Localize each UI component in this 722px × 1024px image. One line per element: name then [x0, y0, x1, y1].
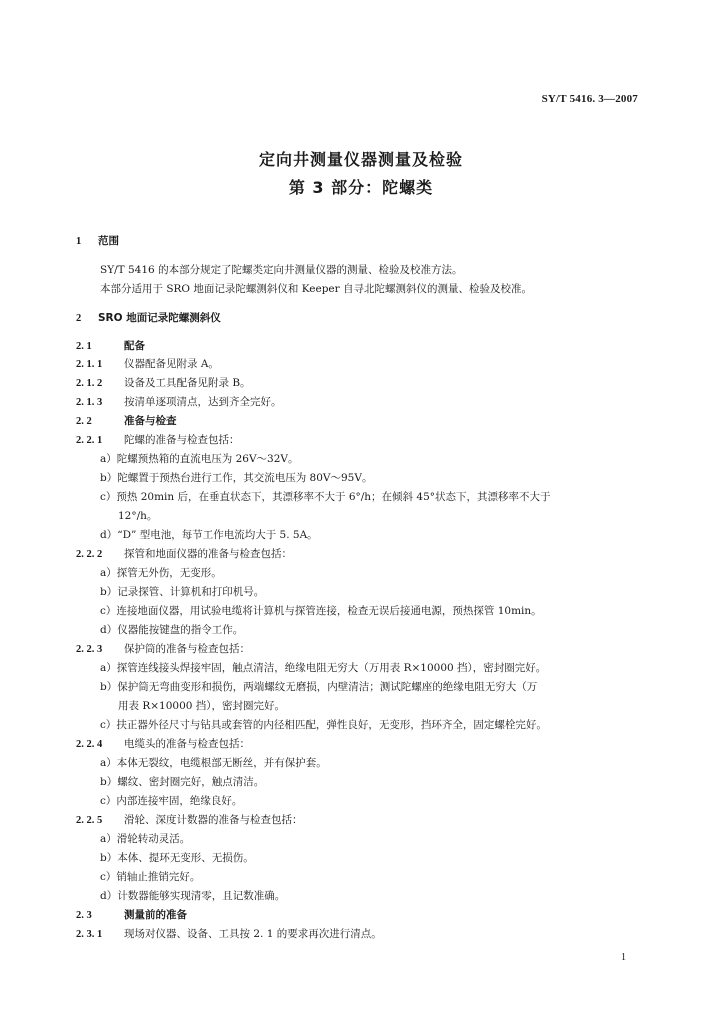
list-item: c）预热 20min 后，在垂直状态下，其漂移率不大于 6°/h；在倾斜 45°状态下，其漂移率不大于 — [100, 491, 551, 503]
list-item: a）本体无裂纹，电缆根部无断丝，并有保护套。 — [100, 757, 327, 769]
list-item: b）螺纹、密封圈完好，触点清洁。 — [100, 776, 265, 788]
page-number: 1 — [621, 952, 626, 963]
list-item: c）连接地面仪器，用试验电缆将计算机与探管连接，检查无误后接通电源，预热探管 10min。 — [100, 605, 542, 617]
list-item-continuation: 用表 R×10000 挡），密封圈完好。 — [118, 700, 286, 712]
list-item: d）计数器能够实现清零，且记数准确。 — [100, 890, 286, 902]
document-title: 定向井测量仪器测量及检验 — [258, 150, 463, 169]
clause: 2. 1. 3 按清单逐项清点，达到齐全完好。 — [76, 396, 282, 408]
paragraph: SY/T 5416 的本部分规定了陀螺类定向井测量仪器的测量、检验及校准方法。 — [100, 264, 463, 276]
subsection-heading: 2. 2 准备与检查 — [76, 415, 177, 427]
subsection-heading: 2. 3 测量前的准备 — [76, 909, 187, 921]
list-item: b）保护筒无弯曲变形和损伤，两端螺纹无磨损，内壁清洁；测试陀螺座的绝缘电阻无穷大（万 — [100, 681, 538, 693]
section-2-heading: 2 SRO 地面记录陀螺测斜仪 — [76, 312, 221, 324]
clause: 2. 2. 3 保护筒的准备与检查包括： — [76, 643, 250, 655]
list-item-continuation: 12°/h。 — [118, 510, 158, 522]
section-1-heading: 1 范围 — [76, 235, 119, 247]
clause: 2. 2. 1 陀螺的准备与检查包括： — [76, 434, 240, 446]
clause: 2. 2. 2 探管和地面仪器的准备与检查包括： — [76, 548, 292, 560]
list-item: a）滑轮转动灵活。 — [100, 833, 191, 845]
list-item: a）探管连线接头焊接牢固，触点清洁，绝缘电阻无穷大（万用表 R×10000 挡），密封圈完好。 — [100, 662, 547, 674]
list-item: b）本体、提环无变形、无损伤。 — [100, 852, 254, 864]
list-item: d）仪器能按键盘的指令工作。 — [100, 624, 244, 636]
list-item: c）销轴止推销完好。 — [100, 871, 201, 883]
clause: 2. 3. 1 现场对仪器、设备、工具按 2. 1 的要求再次进行清点。 — [76, 928, 382, 940]
list-item: c）扶正器外径尺寸与钻具或套管的内径相匹配，弹性良好，无变形，挡环齐全，固定螺栓完好。 — [100, 719, 547, 731]
clause: 2. 1. 2 设备及工具配备见附录 B。 — [76, 377, 251, 389]
list-item: a）探管无外伤，无变形。 — [100, 567, 222, 579]
paragraph: 本部分适用于 SRO 地面记录陀螺测斜仪和 Keeper 自寻北陀螺测斜仪的测量、检验及校准。 — [100, 283, 533, 295]
subsection-heading: 2. 1 配备 — [76, 340, 145, 352]
clause: 2. 2. 5 滑轮、深度计数器的准备与检查包括： — [76, 814, 303, 826]
document-subtitle: 第 3 部分：陀螺类 — [288, 178, 434, 197]
standard-code: SY/T 5416. 3—2007 — [541, 93, 638, 105]
clause: 2. 1. 1 仪器配备见附录 A。 — [76, 358, 219, 370]
list-item: b）陀螺置于预热台进行工作，其交流电压为 80V～95V。 — [100, 472, 373, 484]
list-item: c）内部连接牢固，绝缘良好。 — [100, 795, 243, 807]
list-item: a）陀螺预热箱的直流电压为 26V～32V。 — [100, 453, 299, 465]
clause: 2. 2. 4 电缆头的准备与检查包括： — [76, 738, 250, 750]
list-item: d）“D” 型电池，每节工作电流均大于 5. 5A。 — [100, 529, 318, 541]
list-item: b）记录探管、计算机和打印机号。 — [100, 586, 265, 598]
